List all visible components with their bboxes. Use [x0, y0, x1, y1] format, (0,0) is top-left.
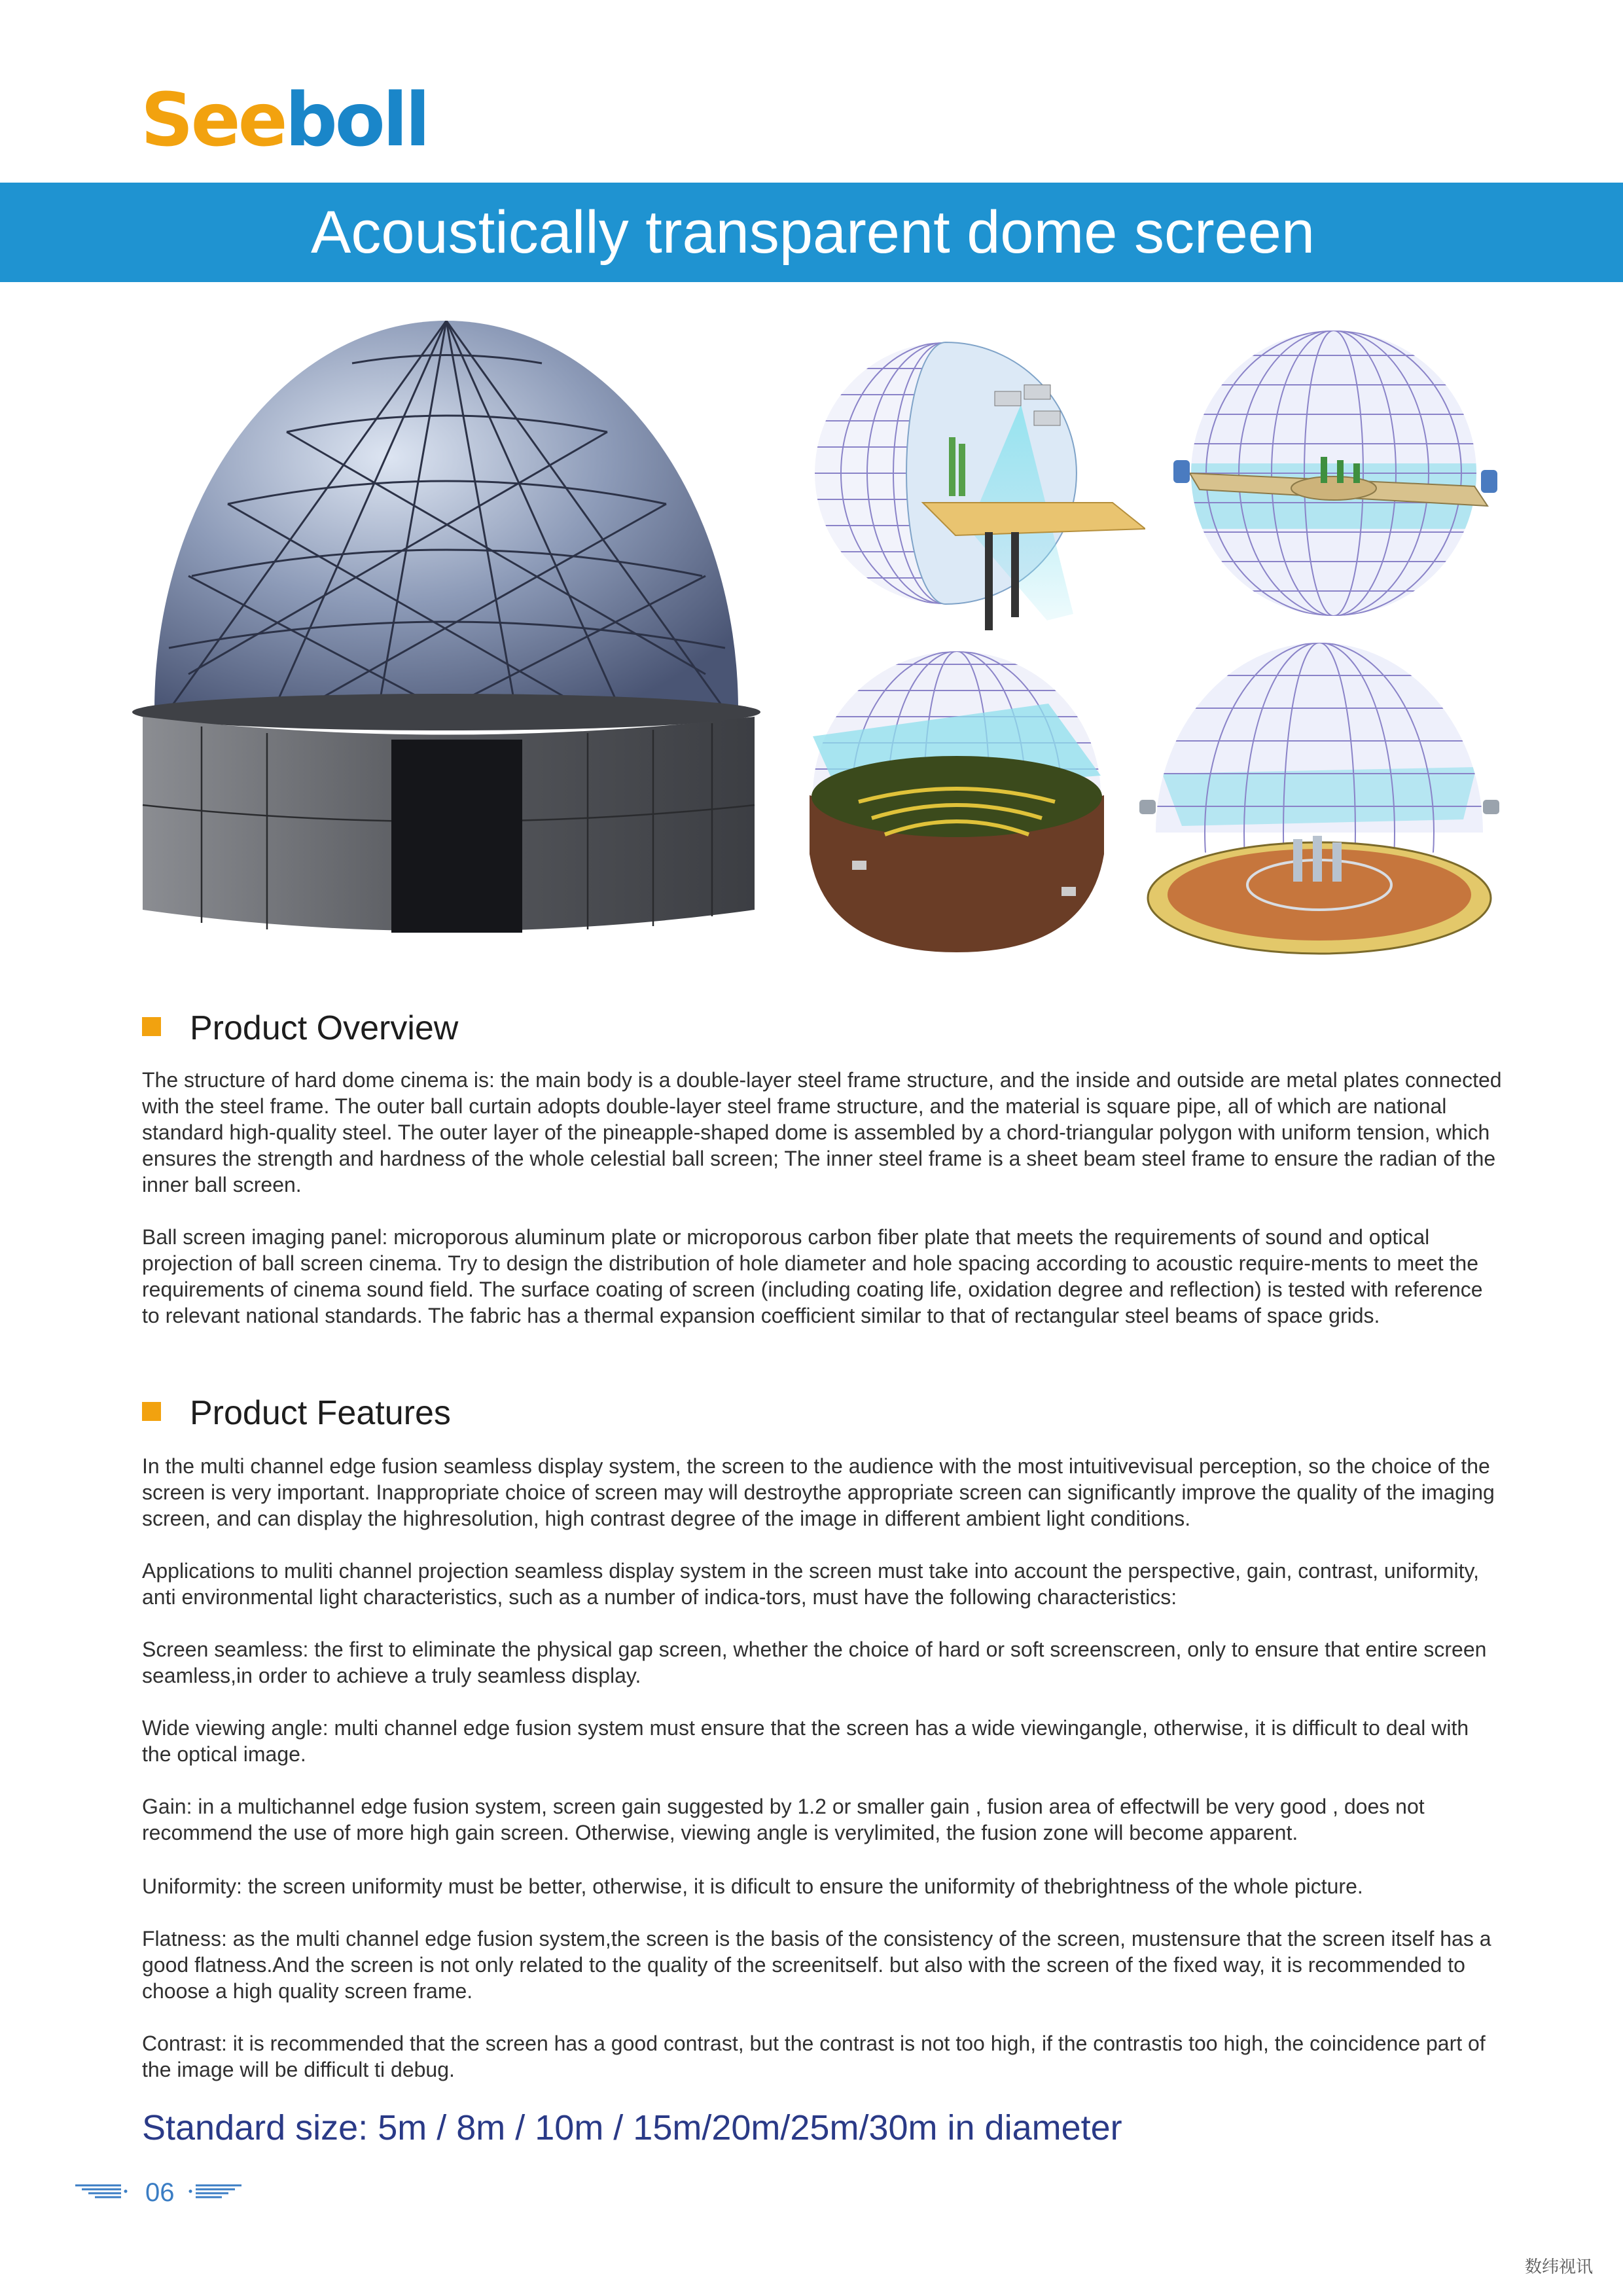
features-heading-text: Product Features — [190, 1394, 451, 1432]
overview-paragraph-2: Ball screen imaging panel: microporous aluminum plate or microporous carbon fiber plate that meets the requirements of sound and optical projection of ball screen cinema. Try to design the distribution of hole diameter and hole spacing according to acoustic require-ments to meet the requirements of cinema sound field. The surface coating of screen (including coating life, oxidation degree and reflection) is tested with reference to relevant national standards. The fabric has a thermal expansion coefficient similar to that of rectangular steel beams of space grids. — [142, 1225, 1483, 1327]
dome-diagram-platform — [1136, 643, 1507, 960]
logo-part-boll: boll — [285, 78, 428, 163]
dome-diagram-bridge — [798, 313, 1145, 640]
bullet-square-icon — [142, 1017, 161, 1036]
features-paragraph-8: Contrast: it is recommended that the screen has a good contrast, but the contrast is not too high, if the contrastis too high, the coincidence part of the image will be difficult ti debug. — [142, 2032, 1486, 2081]
features-paragraph-2: Applications to muliti channel projection seamless display system in the screen must take into account the perspective, gain, contrast, uniformity, anti environmental light characteristics, such as a number of indica-tors, must have the following characteristics: — [142, 1559, 1480, 1609]
features-paragraph-5: Gain: in a multichannel edge fusion system, screen gain suggested by 1.2 or smaller gain , fusion area of effectwill be very good , does not recommend the use of more high gain screen. Otherwise, viewing angle is verylimited, the fusion zone will become apparent. — [142, 1795, 1425, 1844]
standard-size: Standard size: 5m / 8m / 10m / 15m/20m/25m/30m in diameter — [142, 2108, 1122, 2147]
overview-paragraph-1: The structure of hard dome cinema is: the main body is a double-layer steel frame structure, and the inside and outside are metal plates connected with the steel frame. The outer ball curtain adopts double-layer steel frame structure, and the material is square pipe, all of which are national standard high-quality steel. The outer layer of the pineapple-shaped dome is assembled by a chord-triangular polygon with uniform tension, which ensures the strength and hardness of the whole celestial ball screen; The inner steel frame is a sheet beam steel frame to ensure the radian of the inner ball screen. — [142, 1068, 1502, 1196]
page-number-footer — [75, 2172, 245, 2211]
page-number: 06 — [145, 2178, 175, 2207]
speed-lines-left-icon — [75, 2183, 128, 2200]
features-paragraph-1: In the multi channel edge fusion seamless display system, the screen to the audience with the most intuitivevisual perception, so the choice of the screen is very important. Inappropriate choice of screen may will destroythe appropriate screen can significantly improve the quality of the imaging screen, and can display the highresolution, high contrast degree of the image in different ambient light conditions. — [142, 1454, 1495, 1530]
overview-heading-text: Product Overview — [190, 1009, 459, 1047]
watermark: 数纬视讯 — [1525, 2257, 1594, 2276]
features-paragraph-7: Flatness: as the multi channel edge fusion system,the screen is the basis of the consistency of the screen, mustensure that the screen itself has a good flatness.And the screen is not only related to the quality of the screenitself. but also with the screen of the fixed way, it is recommended to choose a high quality screen frame. — [142, 1927, 1491, 2003]
brand-logo — [141, 78, 428, 163]
dome-diagram-corridor — [1160, 313, 1509, 634]
speed-lines-right-icon — [188, 2183, 241, 2200]
logo-part-see: See — [141, 78, 285, 163]
bullet-square-icon — [142, 1402, 161, 1421]
dome-exterior-photo — [130, 308, 766, 942]
features-paragraph-4: Wide viewing angle: multi channel edge fusion system must ensure that the screen has a wide viewingangle, otherwise, it is difficult to deal with the optical image. — [142, 1716, 1469, 1766]
features-paragraph-6: Uniformity: the screen uniformity must be better, otherwise, it is dificult to ensure the uniformity of thebrightness of the whole picture. — [142, 1874, 1363, 1898]
title-banner — [0, 183, 1623, 282]
page-title: Acoustically transparent dome screen — [311, 199, 1315, 266]
features-paragraph-3: Screen seamless: the first to eliminate the physical gap screen, whether the choice of hard or soft screenscreen, only to ensure that entire screen seamless,in order to achieve a truly seamless display. — [142, 1638, 1487, 1687]
dome-diagram-cinema-cutaway — [800, 645, 1120, 952]
